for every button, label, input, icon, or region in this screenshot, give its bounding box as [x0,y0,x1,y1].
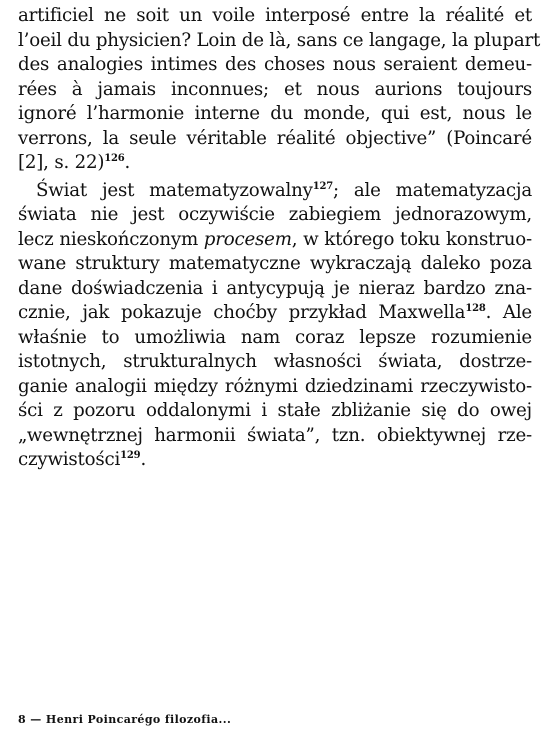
sentence-end: . [124,152,131,173]
page-footer-signature: 8 — Henri Poincarégo filozofia... [18,713,232,726]
text-line: ganie analogii między różnymi dziedzinami rzeczywisto- [18,375,532,397]
text-line [18,301,532,326]
text-run: ; ale matematyzacja [333,179,532,201]
text-line: wane struktury matematyczne wykraczają daleko poza [18,253,532,274]
text-line: ignoré l’harmonie interne du monde, qui est, nous le [18,103,532,124]
page-body [18,4,541,473]
text-line: dane doświadczenia i antycypują je nieraz bardzo zna- [18,277,532,299]
citation-text: [2], s. 22) [18,152,105,173]
text-line [18,228,532,253]
text-run: cznie, jak pokazuje choćby przykład Maxwella [18,302,466,323]
text-run: Świat jest matematyzowalny [36,179,313,201]
text-line [18,448,532,473]
text-run: czywistości [18,449,121,470]
text-run: , w którego toku konstruo- [291,228,532,250]
emphasis-text: procesem [203,228,292,250]
footnote-ref-129[interactable]: 129 [120,450,141,461]
text-line: właśnie to umożliwia nam coraz lepsze rozumienie [18,326,532,348]
footnote-ref-126[interactable]: 126 [104,153,125,164]
footnote-ref-128[interactable]: 128 [465,303,486,314]
text-line: verrons, la seule véritable réalité objective” (Poincaré [18,127,532,149]
text-line [18,151,532,176]
text-run: lecz nieskończonym [18,228,204,250]
text-line: „wewnętrznej harmonii świata”, tzn. obiektywnej rze- [18,424,532,446]
text-line: des analogies intimes des choses nous seraient demeu- [18,54,532,75]
text-line [18,179,532,204]
paragraph-1 [18,4,541,176]
text-line: rées à jamais inconnues; et nous aurions toujours [18,78,532,100]
footnote-ref-127[interactable]: 127 [312,180,334,192]
text-line: świata nie jest oczywiście zabiegiem jednorazowym, [18,204,532,225]
text-line: l’oeil du physicien? Loin de là, sans ce langage, la plupart [18,29,541,51]
sentence-end: . [140,449,147,470]
text-line: ści z pozoru oddalonymi i stałe zbliżanie się do owej [18,400,532,421]
text-run: . Ale [485,302,532,323]
paragraph-2 [18,179,532,473]
text-line: artificiel ne soit un voile interposé entre la réalité et [18,5,532,26]
text-line: istotnych, strukturalnych własności świata, dostrze- [18,351,532,372]
